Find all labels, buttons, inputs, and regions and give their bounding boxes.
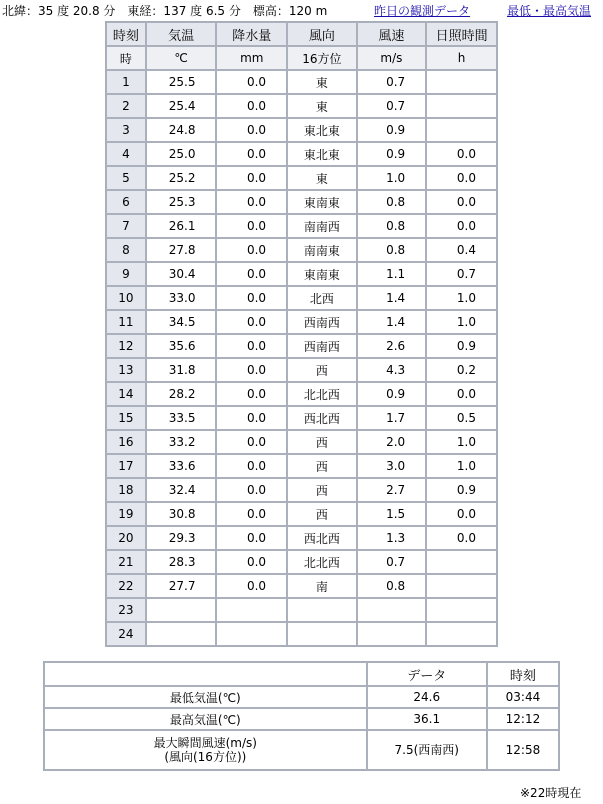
temperature-cell: [146, 622, 217, 646]
precipitation-cell: 0.0: [216, 166, 287, 190]
unit-temperature: ℃: [146, 46, 217, 70]
temperature-cell: 25.5: [146, 70, 217, 94]
wind-speed-cell: 0.7: [357, 94, 427, 118]
precipitation-cell: 0.0: [216, 310, 287, 334]
wind-direction-cell: 西: [287, 454, 357, 478]
sunshine-cell: [426, 574, 497, 598]
wind-direction-cell: 北西: [287, 286, 357, 310]
column-header-time: 時刻: [106, 22, 146, 46]
sunshine-cell: 0.4: [426, 238, 497, 262]
wind-speed-cell: 0.7: [357, 70, 427, 94]
observation-rows: [106, 70, 497, 646]
wind-speed-cell: 3.0: [357, 454, 427, 478]
temperature-cell: 33.5: [146, 406, 217, 430]
unit-time: 時: [106, 46, 146, 70]
as-of-note: ※22時現在: [520, 786, 582, 800]
precipitation-cell: 0.0: [216, 358, 287, 382]
wind-direction-cell: 東: [287, 94, 357, 118]
wind-speed-cell: 1.4: [357, 286, 427, 310]
hour-cell: 15: [106, 406, 146, 430]
hour-cell: 8: [106, 238, 146, 262]
hour-cell: 23: [106, 598, 146, 622]
sunshine-cell: 0.0: [426, 526, 497, 550]
daily-summary-table: [43, 661, 560, 771]
wind-direction-cell: 東南東: [287, 190, 357, 214]
table-row: [106, 598, 497, 622]
sunshine-cell: 1.0: [426, 454, 497, 478]
wind-speed-cell: 1.7: [357, 406, 427, 430]
hour-cell: 3: [106, 118, 146, 142]
sunshine-cell: [426, 94, 497, 118]
table-row: [106, 526, 497, 550]
summary-label-line2: (風向(16方位)): [164, 750, 247, 764]
hour-cell: 10: [106, 286, 146, 310]
sunshine-cell: 0.9: [426, 334, 497, 358]
hourly-observation-table: [105, 21, 498, 647]
hour-cell: 22: [106, 574, 146, 598]
table-row: [106, 454, 497, 478]
hour-cell: 13: [106, 358, 146, 382]
table-row: [106, 478, 497, 502]
wind-direction-cell: 西: [287, 430, 357, 454]
wind-speed-cell: 0.8: [357, 214, 427, 238]
hour-cell: 20: [106, 526, 146, 550]
wind-speed-cell: 2.0: [357, 430, 427, 454]
table-row: [106, 406, 497, 430]
precipitation-cell: 0.0: [216, 70, 287, 94]
wind-speed-cell: 1.0: [357, 166, 427, 190]
hour-cell: 18: [106, 478, 146, 502]
precipitation-cell: [216, 598, 287, 622]
wind-speed-cell: 4.3: [357, 358, 427, 382]
wind-speed-cell: 0.9: [357, 382, 427, 406]
unit-wind-speed: m/s: [357, 46, 427, 70]
summary-time: 12:58: [487, 730, 559, 770]
wind-speed-cell: [357, 598, 427, 622]
hour-cell: 6: [106, 190, 146, 214]
hour-cell: 12: [106, 334, 146, 358]
wind-speed-cell: 0.7: [357, 550, 427, 574]
precipitation-cell: 0.0: [216, 382, 287, 406]
temperature-cell: 25.2: [146, 166, 217, 190]
temperature-cell: 25.0: [146, 142, 217, 166]
hour-cell: 16: [106, 430, 146, 454]
wind-speed-cell: 1.5: [357, 502, 427, 526]
wind-speed-cell: 1.3: [357, 526, 427, 550]
precipitation-cell: 0.0: [216, 286, 287, 310]
column-header-precipitation: 降水量: [216, 22, 287, 46]
hour-cell: 14: [106, 382, 146, 406]
wind-direction-cell: [287, 598, 357, 622]
precipitation-cell: 0.0: [216, 478, 287, 502]
wind-direction-cell: 南: [287, 574, 357, 598]
temperature-cell: 25.4: [146, 94, 217, 118]
precipitation-cell: 0.0: [216, 502, 287, 526]
temperature-cell: 30.8: [146, 502, 217, 526]
hour-cell: 1: [106, 70, 146, 94]
table-row: [106, 574, 497, 598]
sunshine-cell: 0.9: [426, 478, 497, 502]
location-header: [2, 3, 600, 19]
summary-time: 03:44: [487, 686, 559, 708]
column-header-sunshine: 日照時間: [426, 22, 497, 46]
table-row: [106, 358, 497, 382]
wind-direction-cell: 西: [287, 478, 357, 502]
sunshine-cell: 0.0: [426, 502, 497, 526]
summary-row-max-temp: [44, 708, 559, 730]
summary-header-time: 時刻: [487, 662, 559, 686]
hour-cell: 21: [106, 550, 146, 574]
wind-direction-cell: 西北西: [287, 406, 357, 430]
precipitation-cell: 0.0: [216, 214, 287, 238]
sunshine-cell: 0.5: [426, 406, 497, 430]
table-row: [106, 622, 497, 646]
temperature-cell: 29.3: [146, 526, 217, 550]
hour-cell: 24: [106, 622, 146, 646]
wind-direction-cell: 東南東: [287, 262, 357, 286]
wind-direction-cell: 西: [287, 358, 357, 382]
wind-speed-cell: 2.7: [357, 478, 427, 502]
table-row: [106, 238, 497, 262]
wind-direction-cell: [287, 622, 357, 646]
temperature-cell: 34.5: [146, 310, 217, 334]
temperature-cell: 28.2: [146, 382, 217, 406]
hour-cell: 4: [106, 142, 146, 166]
wind-speed-cell: 1.4: [357, 310, 427, 334]
precipitation-cell: 0.0: [216, 118, 287, 142]
temperature-cell: 33.6: [146, 454, 217, 478]
sunshine-cell: [426, 550, 497, 574]
table-row: [106, 382, 497, 406]
summary-value: 7.5(西南西): [367, 730, 487, 770]
table-row: [106, 190, 497, 214]
wind-direction-cell: 南南西: [287, 214, 357, 238]
wind-speed-cell: 0.8: [357, 238, 427, 262]
sunshine-cell: 1.0: [426, 430, 497, 454]
hour-cell: 7: [106, 214, 146, 238]
precipitation-cell: 0.0: [216, 454, 287, 478]
wind-direction-cell: 北北西: [287, 382, 357, 406]
temperature-cell: 33.2: [146, 430, 217, 454]
table-row: [106, 262, 497, 286]
hour-cell: 19: [106, 502, 146, 526]
precipitation-cell: 0.0: [216, 94, 287, 118]
precipitation-cell: 0.0: [216, 190, 287, 214]
table-row: [106, 142, 497, 166]
wind-direction-cell: 東北東: [287, 142, 357, 166]
location-coordinates: 北緯：35 度 20.8 分 東経：137 度 6.5 分 標高：120 m: [2, 4, 328, 18]
summary-label-line1: 最大瞬間風速(m/s): [153, 736, 257, 750]
hour-cell: 2: [106, 94, 146, 118]
table-row: [106, 430, 497, 454]
unit-precipitation: mm: [216, 46, 287, 70]
precipitation-cell: 0.0: [216, 526, 287, 550]
hour-cell: 5: [106, 166, 146, 190]
sunshine-cell: 1.0: [426, 286, 497, 310]
summary-label: 最低気温(℃): [44, 686, 367, 708]
precipitation-cell: 0.0: [216, 142, 287, 166]
temperature-cell: 30.4: [146, 262, 217, 286]
wind-direction-cell: 東北東: [287, 118, 357, 142]
hour-cell: 11: [106, 310, 146, 334]
wind-direction-cell: 南南東: [287, 238, 357, 262]
temperature-cell: 27.8: [146, 238, 217, 262]
table-row: [106, 334, 497, 358]
table-row: [106, 310, 497, 334]
wind-speed-cell: 0.9: [357, 142, 427, 166]
wind-speed-cell: [357, 622, 427, 646]
table-row: [106, 70, 497, 94]
table-row: [106, 550, 497, 574]
column-header-wind-speed: 風速: [357, 22, 427, 46]
wind-direction-cell: 西南西: [287, 310, 357, 334]
sunshine-cell: [426, 598, 497, 622]
sunshine-cell: 0.0: [426, 382, 497, 406]
summary-header-blank: [44, 662, 367, 686]
wind-speed-cell: 1.1: [357, 262, 427, 286]
wind-direction-cell: 西: [287, 502, 357, 526]
precipitation-cell: 0.0: [216, 334, 287, 358]
temperature-cell: 35.6: [146, 334, 217, 358]
table-row: [106, 166, 497, 190]
summary-label: 最高気温(℃): [44, 708, 367, 730]
column-header-wind-direction: 風向: [287, 22, 357, 46]
sunshine-cell: 0.0: [426, 166, 497, 190]
sunshine-cell: 0.0: [426, 214, 497, 238]
table-row: [106, 214, 497, 238]
wind-direction-cell: 西南西: [287, 334, 357, 358]
hour-cell: 17: [106, 454, 146, 478]
sunshine-cell: [426, 70, 497, 94]
sunshine-cell: 0.0: [426, 190, 497, 214]
sunshine-cell: [426, 118, 497, 142]
precipitation-cell: 0.0: [216, 262, 287, 286]
sunshine-cell: 1.0: [426, 310, 497, 334]
sunshine-cell: 0.7: [426, 262, 497, 286]
precipitation-cell: 0.0: [216, 550, 287, 574]
hour-cell: 9: [106, 262, 146, 286]
temperature-cell: 27.7: [146, 574, 217, 598]
temperature-cell: 26.1: [146, 214, 217, 238]
unit-sunshine: h: [426, 46, 497, 70]
yesterday-data-link[interactable]: 昨日の観測データ: [374, 4, 471, 18]
unit-wind-direction: 16方位: [287, 46, 357, 70]
sunshine-cell: [426, 622, 497, 646]
summary-row-min-temp: [44, 686, 559, 708]
table-row: [106, 286, 497, 310]
temperature-cell: 28.3: [146, 550, 217, 574]
sunshine-cell: 0.2: [426, 358, 497, 382]
wind-speed-cell: 0.8: [357, 574, 427, 598]
temperature-cell: 31.8: [146, 358, 217, 382]
temperature-cell: [146, 598, 217, 622]
precipitation-cell: [216, 622, 287, 646]
summary-time: 12:12: [487, 708, 559, 730]
column-header-temperature: 気温: [146, 22, 217, 46]
summary-label: [44, 730, 367, 770]
min-max-temperature-link[interactable]: 最低・最高気温: [507, 4, 592, 18]
precipitation-cell: 0.0: [216, 406, 287, 430]
wind-direction-cell: 西北西: [287, 526, 357, 550]
temperature-cell: 25.3: [146, 190, 217, 214]
wind-direction-cell: 東: [287, 70, 357, 94]
summary-header-data: データ: [367, 662, 487, 686]
wind-speed-cell: 2.6: [357, 334, 427, 358]
temperature-cell: 32.4: [146, 478, 217, 502]
wind-speed-cell: 0.8: [357, 190, 427, 214]
wind-direction-cell: 北北西: [287, 550, 357, 574]
precipitation-cell: 0.0: [216, 238, 287, 262]
wind-speed-cell: 0.9: [357, 118, 427, 142]
summary-row-max-gust: [44, 730, 559, 770]
table-row: [106, 94, 497, 118]
temperature-cell: 33.0: [146, 286, 217, 310]
table-row: [106, 502, 497, 526]
precipitation-cell: 0.0: [216, 574, 287, 598]
summary-value: 36.1: [367, 708, 487, 730]
wind-direction-cell: 東: [287, 166, 357, 190]
table-row: [106, 118, 497, 142]
summary-value: 24.6: [367, 686, 487, 708]
temperature-cell: 24.8: [146, 118, 217, 142]
sunshine-cell: 0.0: [426, 142, 497, 166]
precipitation-cell: 0.0: [216, 430, 287, 454]
